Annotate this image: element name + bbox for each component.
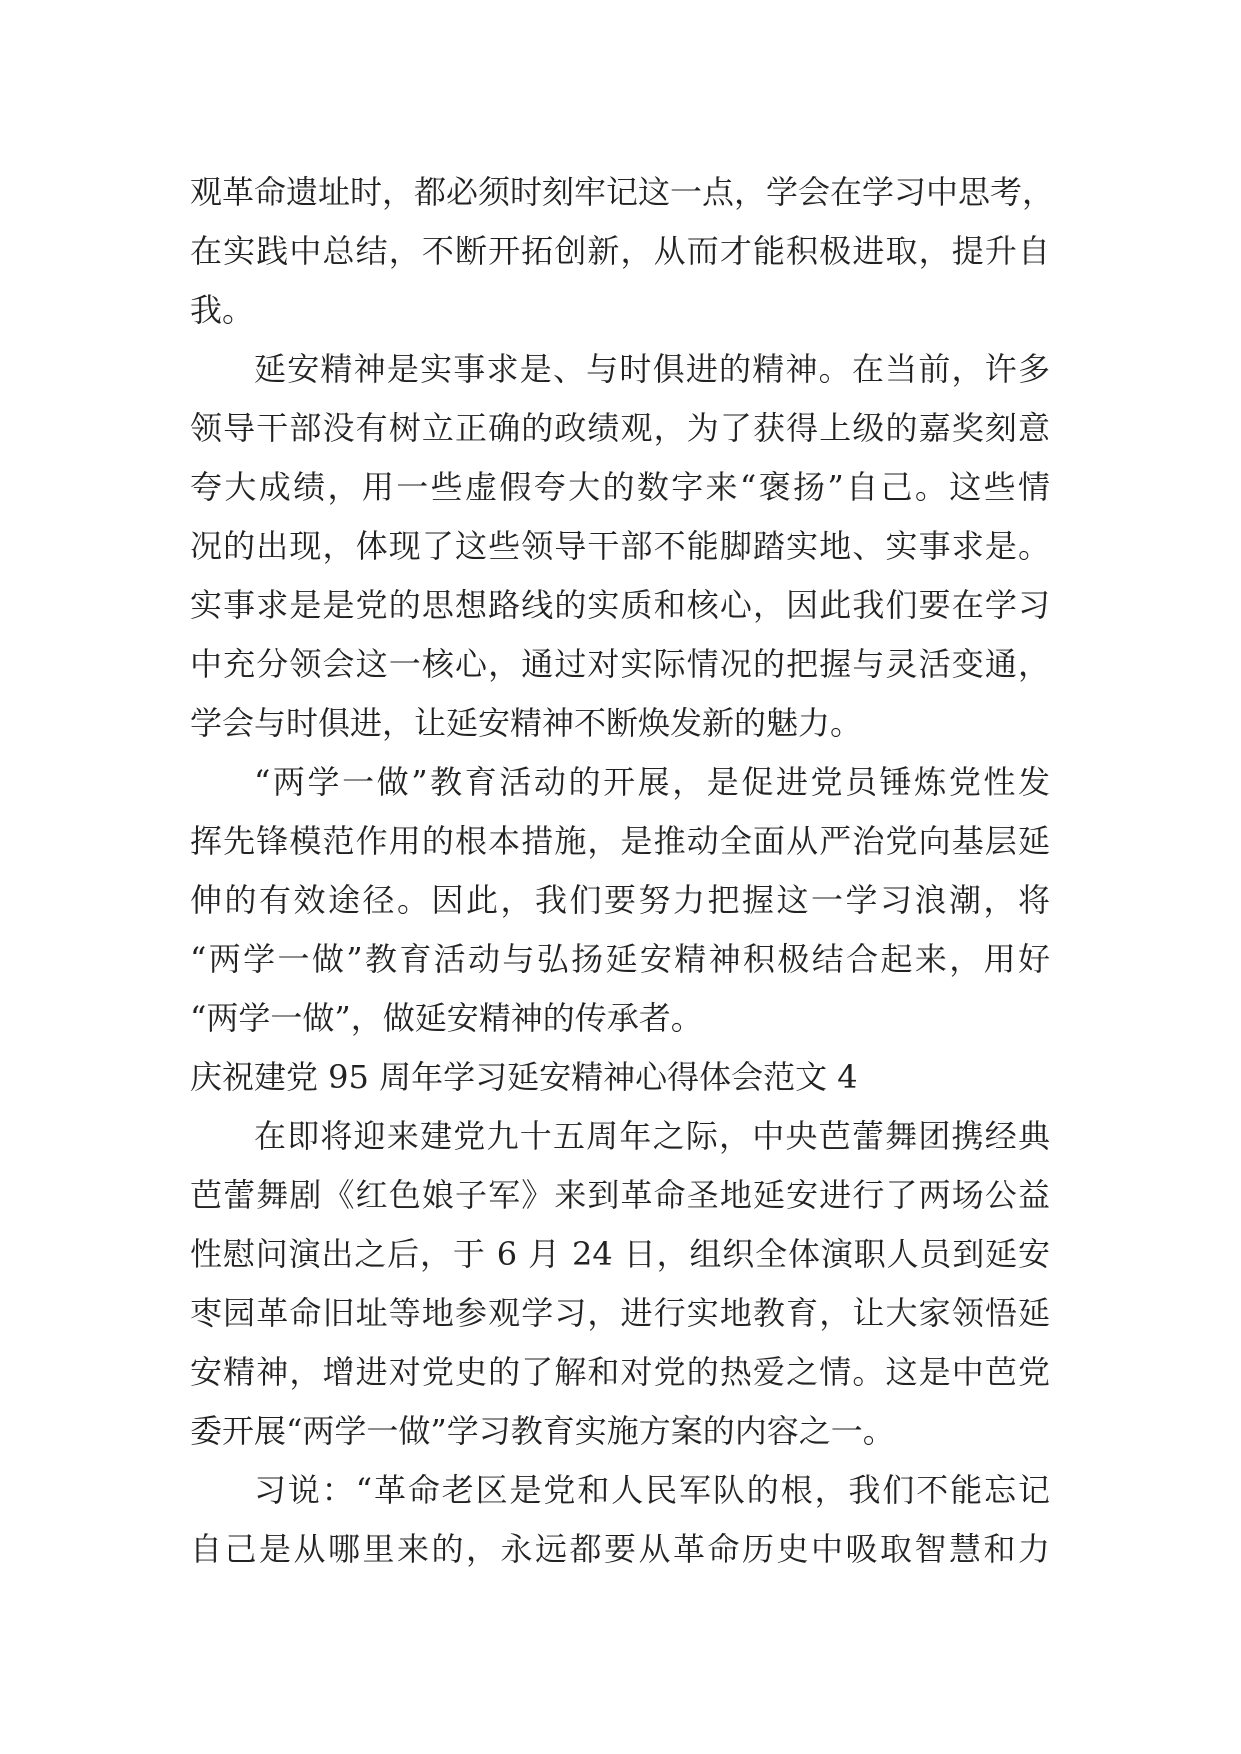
text-line: 况的出现，体现了这些领导干部不能脚踏实地、实事求是。 [190,527,1050,565]
text-line: “两学一做”，做延安精神的传承者。 [190,999,703,1037]
text-line: 领导干部没有树立正确的政绩观，为了获得上级的嘉奖刻意 [190,409,1050,447]
text-line: “两学一做”教育活动与弘扬延安精神积极结合起来，用好 [190,940,1050,978]
text-line: 我。 [190,291,255,329]
paragraph-start-line: 在即将迎来建党九十五周年之际，中央芭蕾舞团携经典 [254,1117,1050,1155]
text-line: 实事求是是党的思想路线的实质和核心，因此我们要在学习 [190,586,1050,624]
paragraph-start-line: “两学一做”教育活动的开展，是促进党员锤炼党性发 [254,763,1050,801]
text-line: 学会与时俱进，让延安精神不断焕发新的魅力。 [190,704,863,742]
text-line: 自己是从哪里来的，永远都要从革命历史中吸取智慧和力 [190,1530,1050,1568]
document-body [190,163,1055,1579]
text-line: 夸大成绩，用一些虚假夸大的数字来“褒扬”自己。这些情 [190,468,1050,506]
text-line: 观革命遗址时，都必须时刻牢记这一点，学会在学习中思考， [190,173,1055,211]
paragraph-start-line: 延安精神是实事求是、与时俱进的精神。在当前，许多 [254,350,1050,388]
text-line: 在实践中总结，不断开拓创新，从而才能积极进取，提升自 [190,232,1050,270]
text-line: 中充分领会这一核心，通过对实际情况的把握与灵活变通， [190,645,1050,683]
text-line: 挥先锋模范作用的根本措施，是推动全面从严治党向基层延 [190,822,1050,860]
text-line: 伸的有效途径。因此，我们要努力把握这一学习浪潮，将 [190,881,1050,919]
text-line: 安精神，增进对党史的了解和对党的热爱之情。这是中芭党 [190,1353,1050,1391]
section-heading: 庆祝建党 95 周年学习延安精神心得体会范文 4 [190,1058,858,1096]
text-line: 芭蕾舞剧《红色娘子军》来到革命圣地延安进行了两场公益 [190,1176,1050,1214]
text-line: 性慰问演出之后，于 6 月 24 日，组织全体演职人员到延安 [190,1235,1050,1273]
paragraph-start-line: 习说：“革命老区是党和人民军队的根，我们不能忘记 [254,1471,1050,1509]
text-line: 委开展“两学一做”学习教育实施方案的内容之一。 [190,1412,895,1450]
text-line: 枣园革命旧址等地参观学习，进行实地教育，让大家领悟延 [190,1294,1050,1332]
